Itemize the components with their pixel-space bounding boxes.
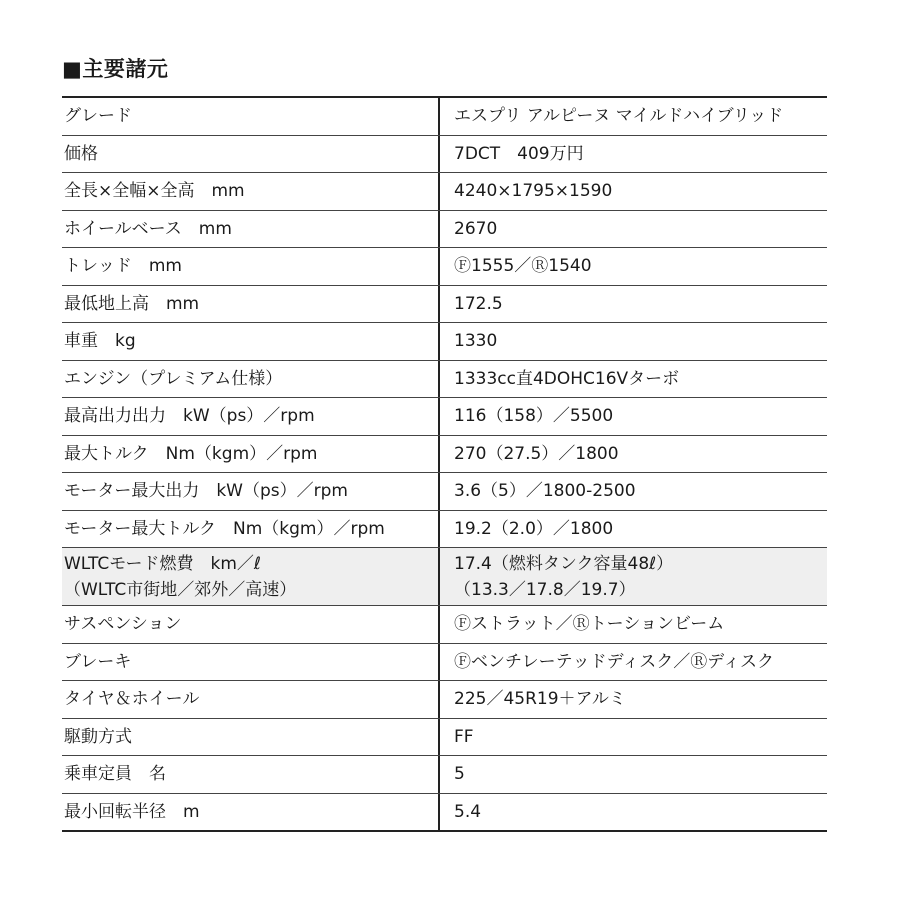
table-row (62, 323, 827, 361)
row-value: 2670 (454, 218, 498, 239)
row-value: 17.4（燃料タンク容量48ℓ） （13.3／17.8／19.7） (454, 553, 674, 600)
row-label: 最高出力出力 kW（ps）／rpm (64, 406, 315, 427)
row-label: 車重 kg (64, 331, 136, 352)
row-value: 270（27.5）／1800 (454, 443, 619, 464)
row-value: エスプリ アルピーヌ マイルドハイブリッド (454, 106, 784, 127)
row-label: 駆動方式 (64, 726, 132, 747)
table-row (62, 286, 827, 324)
page-title: ■主要諸元 (62, 57, 169, 81)
row-value: 116（158）／5500 (454, 406, 614, 427)
table-row (62, 644, 827, 682)
row-label: サスペンション (64, 614, 182, 635)
row-value: 172.5 (454, 293, 503, 314)
row-value: Ⓕストラット／Ⓡトーションビーム (454, 614, 725, 635)
row-label: 最低地上高 mm (64, 293, 200, 314)
row-label: トレッド mm (64, 256, 182, 277)
row-label: 全長×全幅×全高 mm (64, 181, 245, 202)
table-row (62, 211, 827, 249)
row-label: 最大トルク Nm（kgm）／rpm (64, 443, 318, 464)
table-row (62, 794, 827, 831)
table-row (62, 398, 827, 436)
table-row (62, 511, 827, 549)
row-value: 5.4 (454, 801, 482, 822)
row-value: Ⓕベンチレーテッドディスク／Ⓡディスク (454, 651, 774, 672)
row-label: モーター最大出力 kW（ps）／rpm (64, 481, 348, 502)
row-label: ホイールベース mm (64, 218, 232, 239)
row-label: タイヤ＆ホイール (64, 689, 200, 710)
table-row (62, 98, 827, 136)
table-row (62, 361, 827, 399)
row-label: 価格 (64, 143, 98, 164)
row-value: 225／45R19＋アルミ (454, 689, 626, 710)
row-label: ブレーキ (64, 651, 132, 672)
table-row (62, 248, 827, 286)
row-label: WLTCモード燃費 km／ℓ （WLTC市街地／郊外／高速） (64, 553, 297, 600)
row-value: 19.2（2.0）／1800 (454, 518, 614, 539)
table-row (62, 606, 827, 644)
row-label: モーター最大トルク Nm（kgm）／rpm (64, 518, 385, 539)
table-row (62, 173, 827, 211)
table-row (62, 436, 827, 474)
row-value: 4240×1795×1590 (454, 181, 613, 202)
row-value: Ⓕ1555／Ⓡ1540 (454, 256, 592, 277)
table-row (62, 681, 827, 719)
table-row (62, 136, 827, 174)
row-label: 最小回転半径 m (64, 801, 200, 822)
table-row-highlighted (62, 548, 827, 606)
row-label: グレード (64, 106, 132, 127)
row-value: 5 (454, 764, 465, 785)
row-label: エンジン（プレミアム仕様） (64, 368, 283, 389)
spec-table (62, 96, 827, 832)
row-value: 1333cc直4DOHC16Vターボ (454, 368, 680, 389)
row-value: FF (454, 726, 474, 747)
row-value: 3.6（5）／1800-2500 (454, 481, 636, 502)
table-row (62, 756, 827, 794)
table-row (62, 473, 827, 511)
table-row (62, 719, 827, 757)
row-label: 乗車定員 名 (64, 764, 166, 785)
row-value: 7DCT 409万円 (454, 143, 584, 164)
row-value: 1330 (454, 331, 498, 352)
